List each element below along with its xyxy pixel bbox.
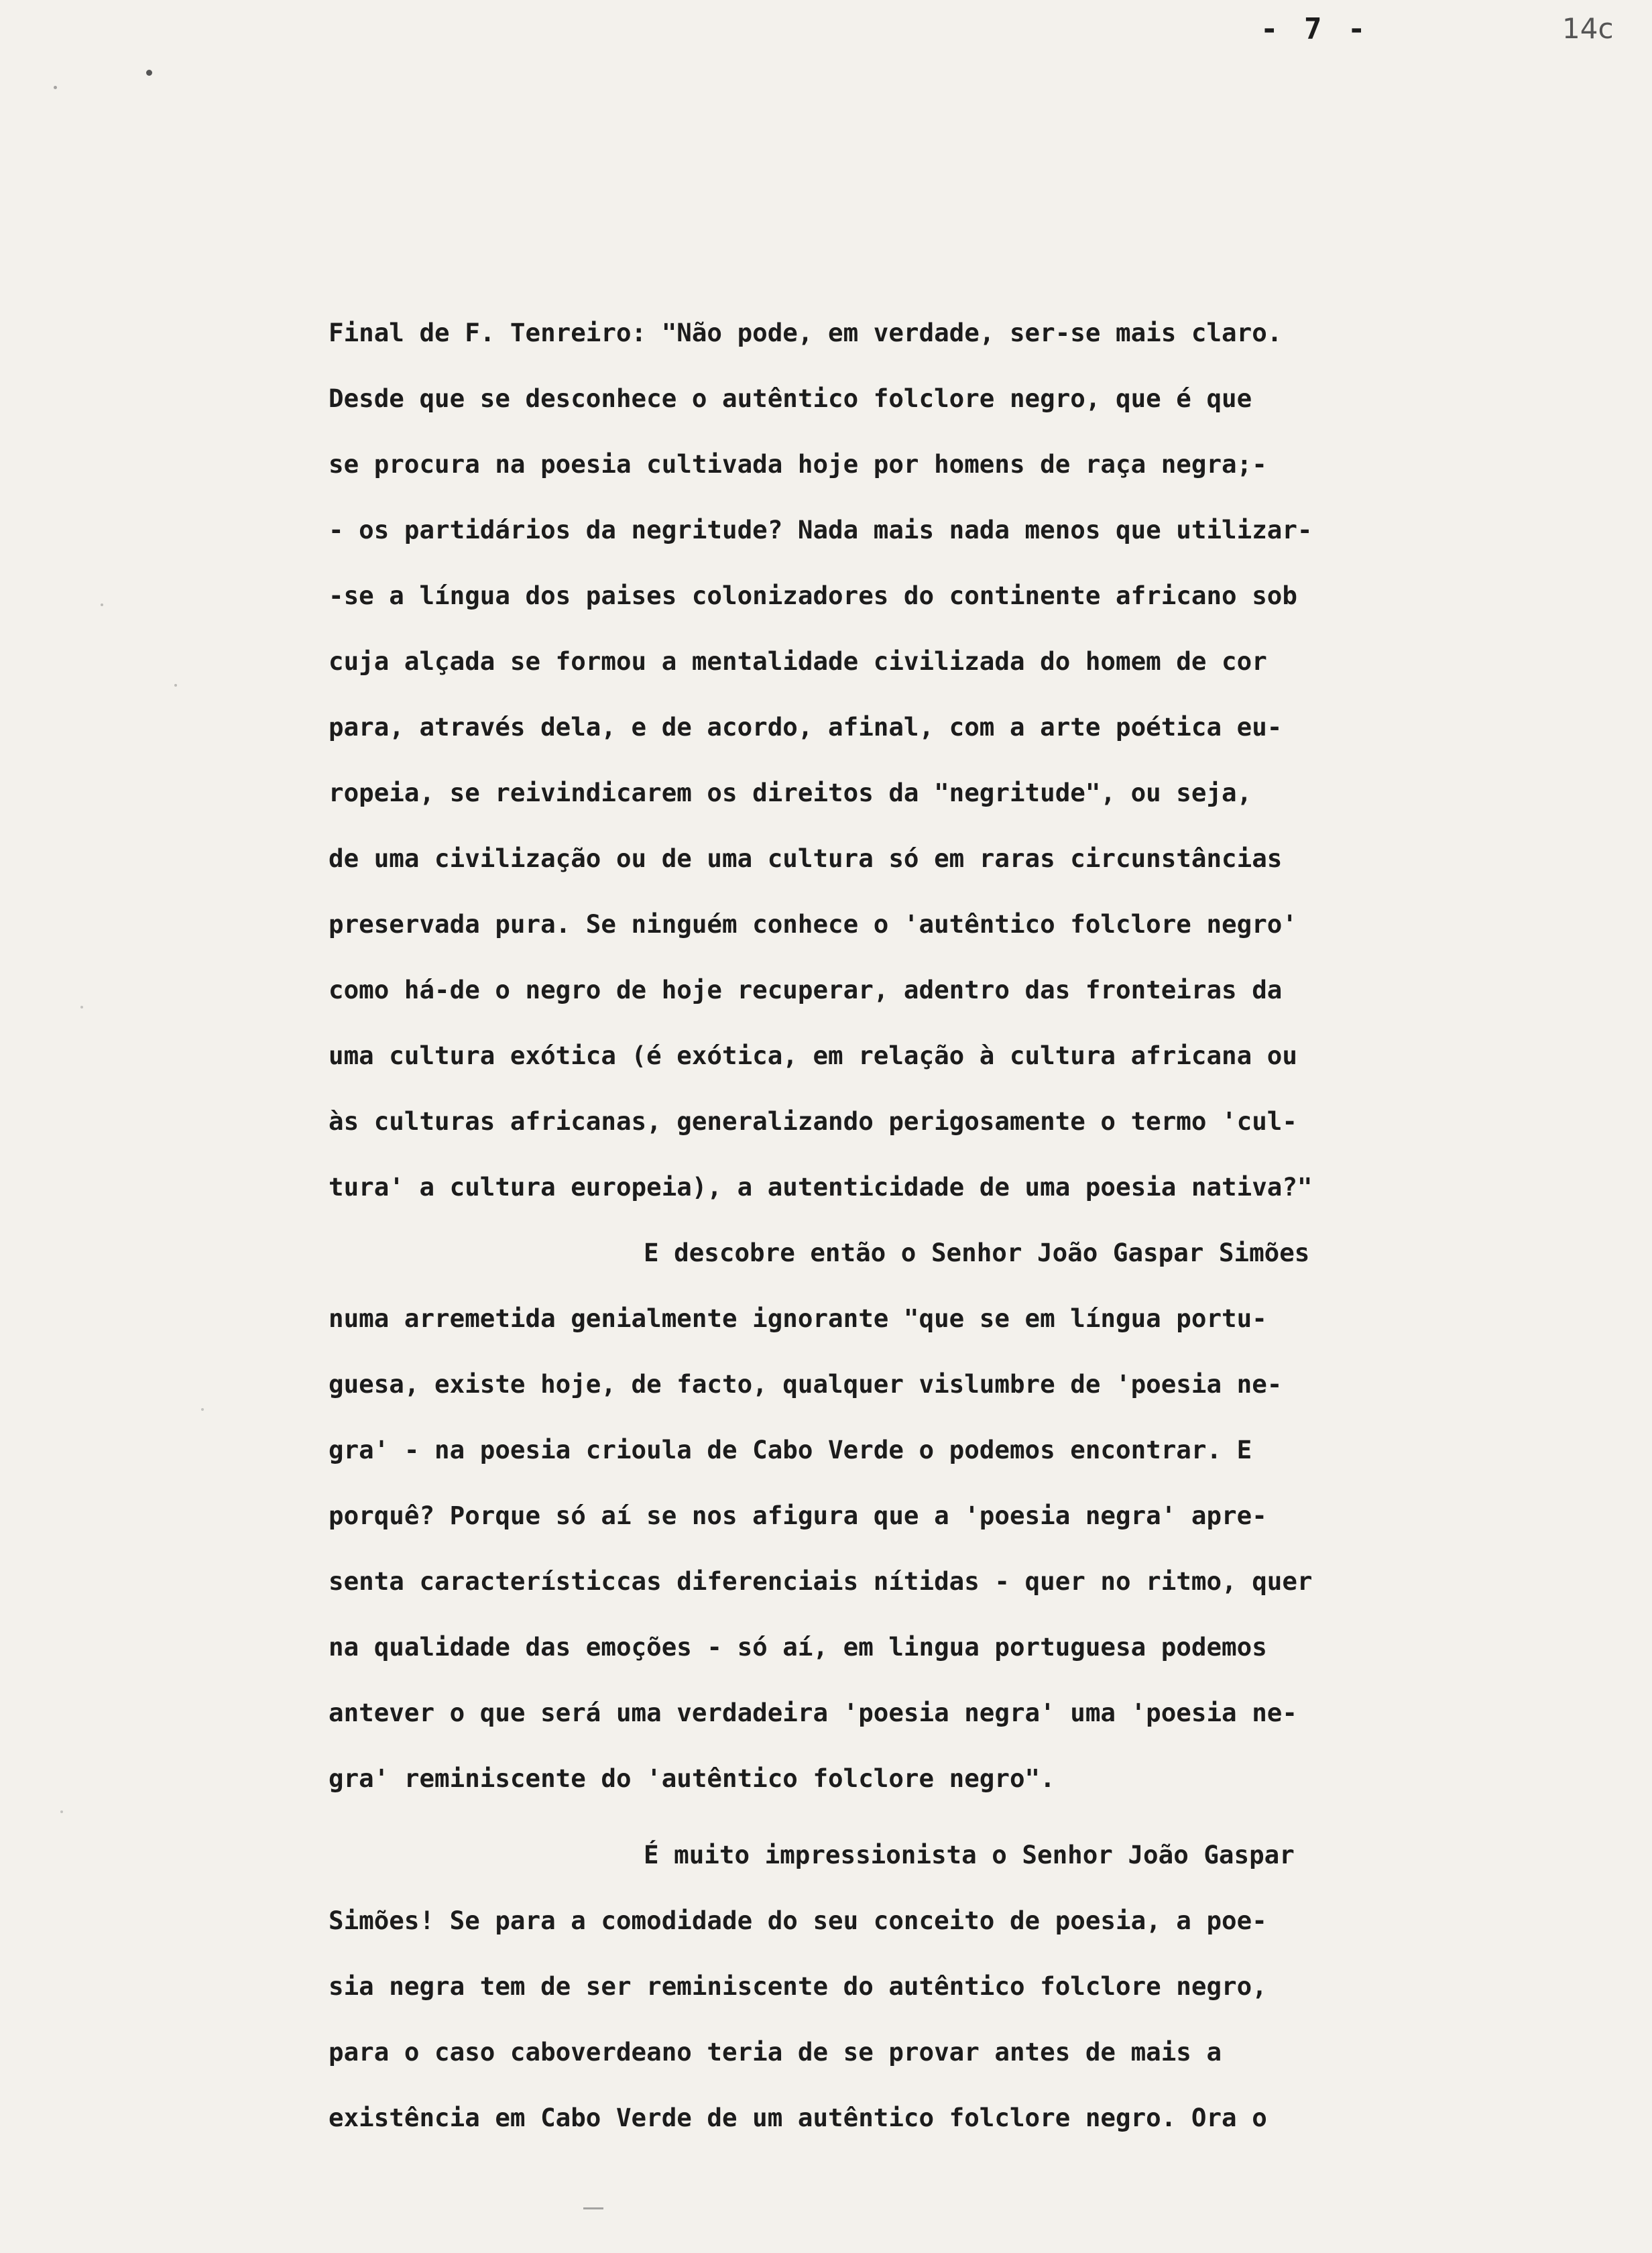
text-line: Final de F. Tenreiro: "Não pode, em verdade, ser-se mais claro.: [329, 318, 1283, 347]
text-line: E descobre então o Senhor João Gaspar Simões: [644, 1238, 1310, 1267]
scan-speck: [80, 1006, 83, 1008]
text-line: ropeia, se reivindicarem os direitos da "negritude", ou seja,: [329, 778, 1252, 807]
text-line: gra' reminiscente do 'autêntico folclore negro".: [329, 1764, 1055, 1793]
scan-speck: [146, 70, 152, 76]
text-line: uma cultura exótica (é exótica, em relação à cultura africana ou: [329, 1041, 1297, 1070]
text-line: antever o que será uma verdadeira 'poesia negra' uma 'poesia ne-: [329, 1698, 1297, 1727]
scan-speck: [583, 2207, 603, 2209]
scan-speck: [101, 603, 103, 606]
text-line: -se a língua dos paises colonizadores do continente africano sob: [329, 581, 1297, 610]
scan-speck: [174, 684, 177, 687]
text-line: existência em Cabo Verde de um autêntico folclore negro. Ora o: [329, 2103, 1267, 2132]
text-line: cuja alçada se formou a mentalidade civilizada do homem de cor: [329, 646, 1267, 676]
text-line: numa arremetida genialmente ignorante "que se em língua portu-: [329, 1304, 1267, 1333]
text-line: preservada pura. Se ninguém conhece o 'autêntico folclore negro': [329, 909, 1297, 939]
text-line: para o caso caboverdeano teria de se provar antes de mais a: [329, 2037, 1222, 2067]
text-line: para, através dela, e de acordo, afinal, com a arte poética eu-: [329, 712, 1283, 742]
text-line: gra' - na poesia crioula de Cabo Verde o podemos encontrar. E: [329, 1435, 1252, 1464]
text-line: porquê? Porque só aí se nos afigura que a 'poesia negra' apre-: [329, 1501, 1267, 1530]
text-line: às culturas africanas, generalizando perigosamente o termo 'cul-: [329, 1106, 1297, 1136]
text-line: se procura na poesia cultivada hoje por homens de raça negra;-: [329, 449, 1267, 479]
text-line: de uma civilização ou de uma cultura só em raras circunstâncias: [329, 844, 1283, 873]
text-line: tura' a cultura europeia), a autenticidade de uma poesia nativa?": [329, 1172, 1313, 1202]
text-line: senta característiccas diferenciais nítidas - quer no ritmo, quer: [329, 1566, 1313, 1596]
text-line: Desde que se desconhece o autêntico folclore negro, que é que: [329, 384, 1252, 413]
text-line: - os partidários da negritude? Nada mais nada menos que utilizar-: [329, 515, 1313, 544]
text-line: É muito impressionista o Senhor João Gaspar: [644, 1840, 1295, 1869]
scan-speck: [54, 86, 57, 89]
page-number: - 7 -: [1260, 12, 1370, 46]
text-line: sia negra tem de ser reminiscente do autêntico folclore negro,: [329, 1971, 1267, 2001]
scan-speck: [201, 1408, 204, 1411]
archive-mark: 14c: [1562, 12, 1614, 45]
text-line: Simões! Se para a comodidade do seu conceito de poesia, a poe-: [329, 1906, 1267, 1935]
scan-speck: [60, 1810, 63, 1813]
text-line: guesa, existe hoje, de facto, qualquer vislumbre de 'poesia ne-: [329, 1369, 1283, 1399]
text-line: como há-de o negro de hoje recuperar, adentro das fronteiras da: [329, 975, 1283, 1004]
text-line: na qualidade das emoções - só aí, em lingua portuguesa podemos: [329, 1632, 1267, 1662]
